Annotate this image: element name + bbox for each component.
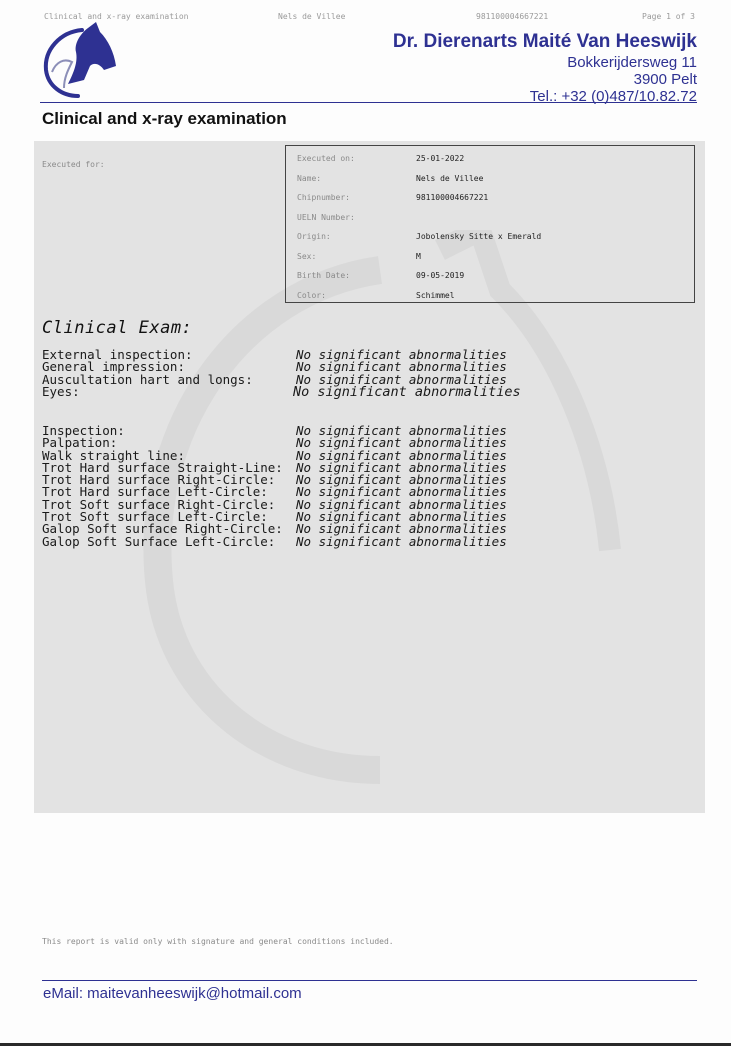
exam-label: Trot Hard surface Left-Circle: [42, 484, 268, 500]
executed-for-label: Executed for: [42, 160, 105, 169]
contact-email[interactable]: eMail: maitevanheeswijk@hotmail.com [43, 985, 302, 1002]
document-title: Clinical and x-ray examination [42, 109, 287, 128]
vet-address-block [393, 30, 697, 105]
exam-label: Auscultation hart and longs: [42, 371, 253, 387]
exam-result: No significant abnormalities [296, 509, 507, 525]
exam-result: No significant abnormalities [296, 459, 507, 475]
running-chip: 981100004667221 [476, 12, 549, 21]
horse-head-logo [38, 22, 118, 100]
running-patient: Nels de Villee [278, 12, 346, 21]
info-label: Color: [297, 290, 326, 300]
exam-result: No significant abnormalities [296, 496, 507, 512]
exam-result: No significant abnormalities [296, 484, 507, 500]
exam-result: No significant abnormalities [296, 371, 507, 387]
page-indicator: Page 1 of 3 [642, 12, 695, 21]
exam-label: Trot Soft surface Right-Circle: [42, 496, 276, 512]
info-value: Nels de Villee [416, 173, 484, 183]
exam-label: Trot Hard surface Right-Circle: [42, 472, 276, 488]
info-label: Origin: [297, 232, 331, 241]
exam-result: No significant abnormalities [296, 533, 507, 549]
info-value: M [416, 251, 421, 261]
exam-label: Galop Soft surface Right-Circle: [42, 521, 283, 537]
info-label: Name: [297, 173, 322, 183]
exam-result: No significant abnormalities [296, 359, 507, 375]
exam-label: Trot Hard surface Straight-Line: [42, 459, 283, 475]
exam-label: External inspection: [42, 347, 193, 362]
exam-label: Trot Soft surface Left-Circle: [42, 509, 268, 525]
running-header [44, 12, 695, 24]
info-label: UELN Number: [297, 212, 355, 222]
exam-result: No significant abnormalities [296, 472, 507, 488]
exam-label: Walk straight line: [42, 447, 185, 463]
exam-label: Eyes: [42, 383, 80, 399]
info-label: Sex: [297, 251, 317, 261]
info-label: Birth Date: [297, 271, 350, 280]
vet-name: Dr. Dierenarts Maité Van Heeswijk [392, 31, 697, 52]
info-value: Jobolensky Sitte x Emerald [416, 232, 542, 241]
info-value: 09-05-2019 [416, 271, 465, 280]
info-value: 25-01-2022 [416, 154, 465, 163]
running-title: Clinical and x-ray examination [44, 12, 189, 21]
clinical-exam-heading: Clinical Exam: [42, 318, 193, 338]
exam-result: No significant abnormalities [296, 521, 507, 537]
exam-label: Inspection: [42, 423, 125, 438]
header-divider [40, 102, 697, 103]
vet-phone: Tel.: +32 (0)487/10.82.72 [529, 88, 697, 105]
info-label: Executed on: [297, 154, 355, 163]
exam-result: No significant abnormalities [296, 447, 507, 463]
vet-city: 3900 Pelt [633, 71, 697, 88]
exam-result: No significant abnormalities [296, 435, 507, 451]
patient-info-box [285, 145, 695, 303]
vet-street: Bokkerijdersweg 11 [567, 54, 697, 71]
info-label: Chipnumber: [297, 193, 350, 202]
exam-label: Galop Soft Surface Left-Circle: [42, 533, 276, 549]
exam-result: No significant abnormalities [296, 347, 507, 362]
footer-divider [42, 980, 697, 981]
exam-result: No significant abnormalities [296, 423, 507, 438]
validity-note: This report is valid only with signature and general conditions included. [42, 937, 394, 946]
info-value: Schimmel [416, 290, 455, 300]
exam-label: General impression: [42, 359, 185, 375]
exam-label: Palpation: [42, 435, 118, 451]
exam-result: No significant abnormalities [293, 383, 521, 400]
info-value: 981100004667221 [416, 193, 489, 202]
